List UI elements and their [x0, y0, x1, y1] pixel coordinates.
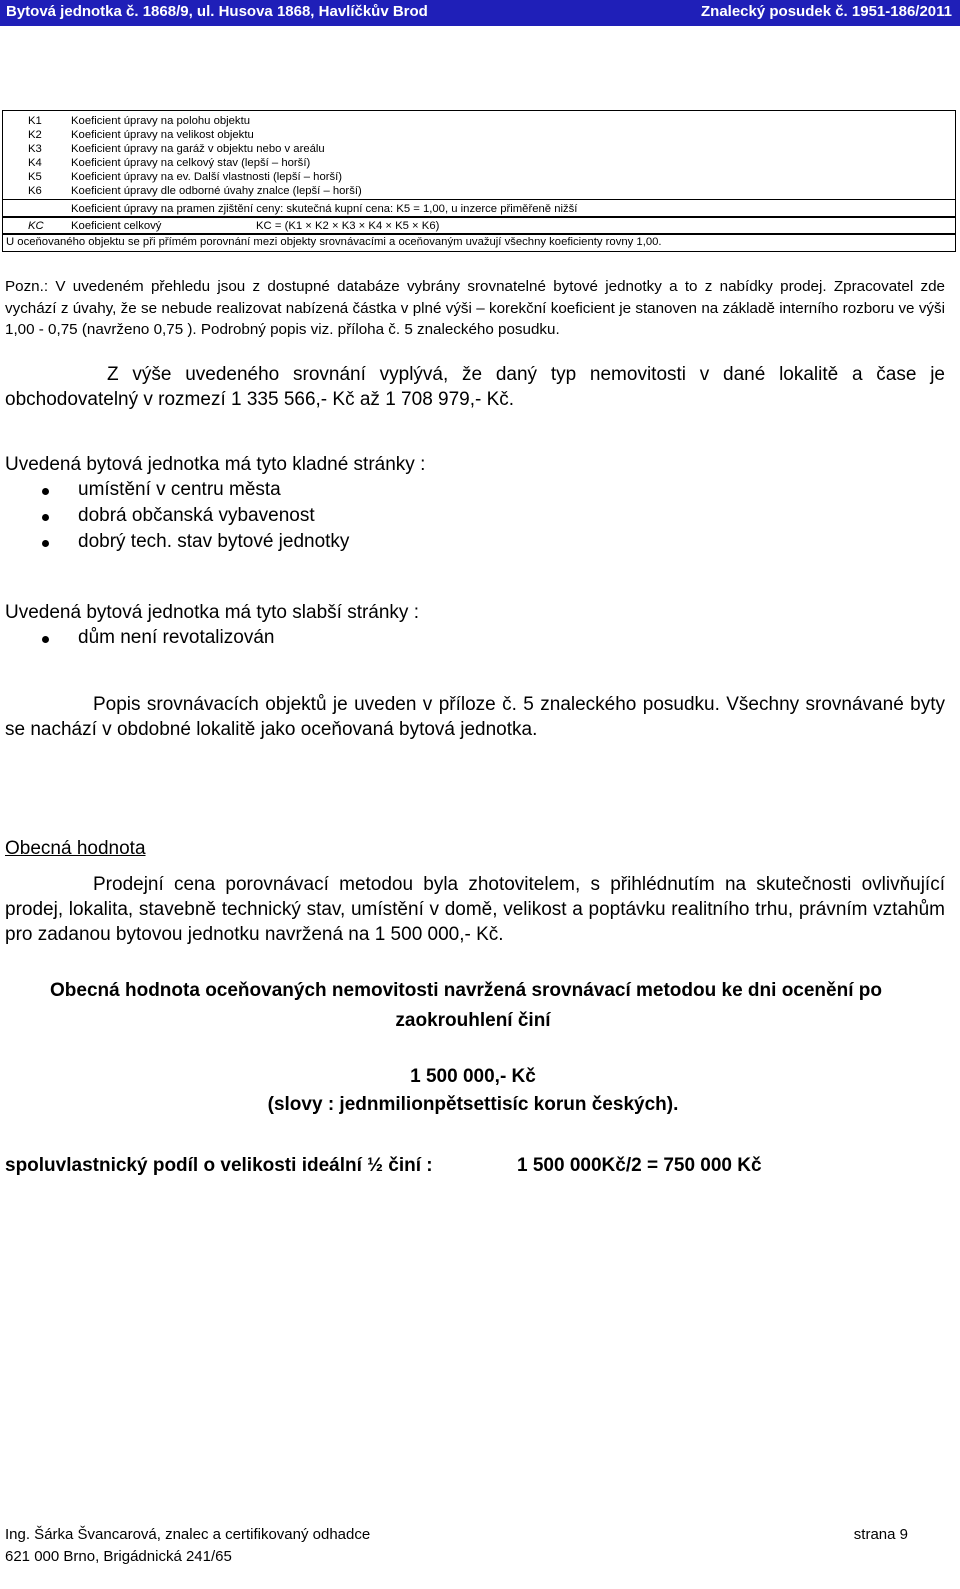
note-paragraph: Pozn.: V uvedeném přehledu jsou z dostupné databáze vybrány srovnatelné bytové jednotky a to z nabídky prodej. Zpracovatel zde vychází z úvahy, že se nebude realizovat nabízená částka v plné výši – korekční koeficient je stanoven na základě interního rozboru ve výši 1,00 - 0,75 (navrženo 0,75 ). Podrobný popis viz. příloha č. 5 znaleckého posudku. — [5, 278, 945, 338]
share-label: spoluvlastnický podíl o velikosti ideální ½ činí : — [5, 1155, 433, 1176]
coefficient-desc: Koeficient úpravy na ev. Další vlastnosti (lepší – horší) — [71, 171, 343, 183]
negative-item: dům není revotalizován — [78, 627, 275, 648]
coefficient-table — [2, 110, 956, 252]
description-paragraph: Popis srovnávacích objektů je uveden v příloze č. 5 znaleckého posudku. Všechny srovnávané byty se nachází v obdobné lokalitě jako oceňovaná bytová jednotka. — [5, 694, 945, 740]
conclusion-paragraph: Z výše uvedeného srovnání vyplývá, že daný typ nemovitosti v dané lokalitě a čase je obchodovatelný v rozmezí 1 335 566,- Kč až 1 708 979,- Kč. — [5, 364, 945, 410]
source-row-text: Koeficient úpravy na pramen zjištění ceny: skutečná kupní cena: K5 = 1,00, u inzerce přiměřeně nižší — [71, 203, 578, 215]
result-words: (slovy : jednmilionpětsettisíc korun českých). — [267, 1094, 679, 1115]
positives-title: Uvedená bytová jednotka má tyto kladné stránky : — [5, 454, 426, 475]
coefficient-desc: Koeficient úpravy na velikost objektu — [71, 129, 254, 141]
bullet-icon — [42, 540, 49, 547]
coefficient-code: K4 — [28, 157, 42, 169]
positive-item: dobrý tech. stav bytové jednotky — [78, 531, 350, 552]
header-report-number: Znalecký posudek č. 1951-186/2011 — [701, 3, 952, 20]
coefficient-desc: Koeficient úpravy dle odborné úvahy znalce (lepší – horší) — [71, 185, 362, 197]
general-value-text: Prodejní cena porovnávací metodou byla zhotovitelem, s přihlédnutím na skutečnosti ovlivňující prodej, lokalita, stavebně technický stav, umístění v domě, velikost a poptávku realitního trhu, právním vztahům pro zadanou bytovou jednotku navržená na 1 500 000,- Kč. — [5, 874, 945, 945]
document-header — [0, 0, 960, 26]
coefficient-desc: Koeficient úpravy na celkový stav (lepší – horší) — [71, 157, 311, 169]
result-line-2: zaokrouhlení činí — [395, 1010, 551, 1031]
table-divider — [3, 199, 955, 200]
coefficient-code: K2 — [28, 129, 42, 141]
negatives-title: Uvedená bytová jednotka má tyto slabší stránky : — [5, 602, 419, 623]
bullet-icon — [42, 488, 49, 495]
positive-item: umístění v centru města — [78, 479, 281, 500]
coefficient-code: K3 — [28, 143, 42, 155]
table-note: U oceňovaného objektu se při přímém porovnání mezi objekty srovnávacími a oceňovaným uvažují všechny koeficienty rovny 1,00. — [6, 236, 662, 248]
header-title: Bytová jednotka č. 1868/9, ul. Husova 1868, Havlíčkův Brod — [6, 3, 428, 20]
coefficient-code: K5 — [28, 171, 42, 183]
coefficient-desc: Koeficient úpravy na garáž v objektu nebo v areálu — [71, 143, 325, 155]
kc-code: KC — [28, 220, 44, 232]
result-line-1: Obecná hodnota oceňovaných nemovitosti navržená srovnávací metodou ke dni ocenění po — [50, 980, 882, 1001]
result-amount: 1 500 000,- Kč — [410, 1066, 536, 1087]
positive-item: dobrá občanská vybavenost — [78, 505, 315, 526]
footer-address: 621 000 Brno, Brigádnická 241/65 — [5, 1548, 232, 1565]
kc-desc: Koeficient celkový — [71, 220, 162, 232]
coefficient-desc: Koeficient úpravy na polohu objektu — [71, 115, 250, 127]
footer-author: Ing. Šárka Švancarová, znalec a certifikovaný odhadce — [5, 1526, 371, 1543]
general-value-heading: Obecná hodnota — [5, 838, 146, 859]
coefficient-code: K6 — [28, 185, 42, 197]
share-value: 1 500 000Kč/2 = 750 000 Kč — [517, 1155, 762, 1176]
coefficient-code: K1 — [28, 115, 42, 127]
table-divider — [3, 216, 955, 218]
bullet-icon — [42, 636, 49, 643]
kc-formula: KC = (K1 × K2 × K3 × K4 × K5 × K6) — [256, 220, 440, 232]
bullet-icon — [42, 514, 49, 521]
page-number: strana 9 — [853, 1526, 908, 1543]
